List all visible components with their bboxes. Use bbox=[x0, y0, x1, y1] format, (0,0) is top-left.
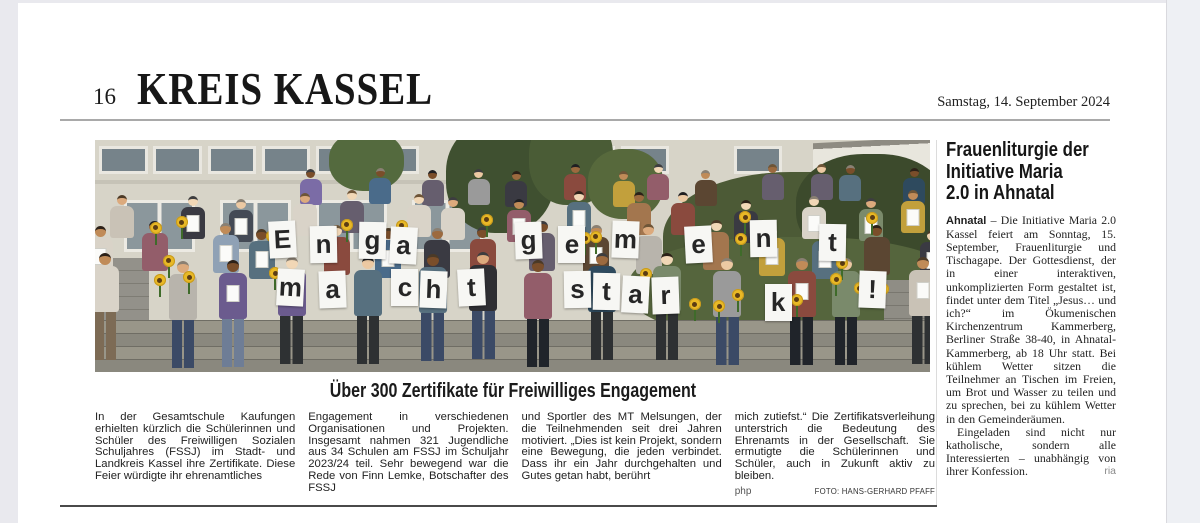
sunflower-center bbox=[157, 278, 162, 283]
person-torso bbox=[909, 270, 930, 316]
scan-frame-top bbox=[0, 0, 1200, 3]
person-head bbox=[711, 220, 722, 231]
person-head bbox=[927, 230, 930, 241]
person-head bbox=[574, 191, 584, 201]
person-head bbox=[236, 199, 246, 209]
person-head bbox=[809, 196, 819, 206]
letter-card: e bbox=[558, 226, 585, 263]
letter-card: a bbox=[389, 226, 418, 264]
column-divider bbox=[936, 140, 937, 506]
main-headline-wrap bbox=[95, 380, 930, 403]
person-figure bbox=[811, 164, 833, 200]
column-text: und Sportler des MT Melsungen, der die Teilnehmenden seit drei Jahren motiviert. „Dies ist kein Projekt, sondern eine Bewegung, die jeden verbindet. Dass ihr ein Jahr durchgehalten und Gutes getan habt, berührt bbox=[521, 411, 722, 482]
column-text: mich zutiefst.“ Die Zertifikatsverleihung unterstrich die Bedeutung des Ehrenamts in der Gesellschaft. Sie ermutigte die Schülerinnen und Schüler, auch in Zukunft aktiv zu bleiben. bbox=[734, 411, 935, 482]
letter-card: t bbox=[819, 223, 847, 260]
person-head bbox=[721, 258, 733, 270]
letter-card: a bbox=[318, 271, 346, 309]
dateline: Ahnatal bbox=[946, 214, 987, 227]
person-torso bbox=[762, 174, 784, 200]
person-figure bbox=[695, 170, 717, 206]
side-article bbox=[946, 140, 1116, 479]
sunflower-icon bbox=[866, 212, 878, 236]
person-legs bbox=[912, 316, 930, 364]
side-paragraph bbox=[946, 426, 1116, 479]
person-head bbox=[428, 170, 437, 179]
person-figure bbox=[901, 190, 925, 233]
person-head bbox=[701, 170, 710, 179]
sunflower-icon bbox=[341, 219, 353, 243]
sunflower-icon bbox=[689, 298, 701, 322]
person-legs bbox=[172, 320, 194, 368]
author-abbrev: php bbox=[734, 485, 752, 497]
person-legs bbox=[527, 319, 549, 367]
sunflower-icon bbox=[791, 294, 803, 318]
person-head bbox=[95, 226, 106, 237]
person-torso bbox=[468, 179, 490, 205]
side-article-body bbox=[946, 214, 1116, 479]
person-head bbox=[768, 164, 777, 173]
person-head bbox=[654, 164, 663, 173]
sunflower-icon bbox=[176, 216, 188, 240]
letter-card: m bbox=[611, 221, 639, 259]
sunflower-center bbox=[187, 275, 192, 280]
person-legs bbox=[591, 312, 613, 360]
foliage bbox=[329, 140, 404, 191]
person-head bbox=[514, 199, 524, 209]
person-head bbox=[376, 168, 385, 177]
letter-card: e bbox=[684, 225, 713, 263]
person-legs bbox=[222, 319, 244, 367]
person-head bbox=[414, 194, 424, 204]
certificate-sheet bbox=[907, 209, 920, 226]
person-head bbox=[643, 224, 654, 235]
sunflower-center bbox=[179, 220, 184, 225]
person-head bbox=[188, 196, 198, 206]
article-column-1 bbox=[95, 412, 295, 498]
person-legs bbox=[421, 313, 443, 361]
person-head bbox=[661, 253, 673, 265]
person-torso bbox=[369, 178, 391, 204]
sunflower-center bbox=[743, 215, 748, 220]
person-figure bbox=[110, 195, 134, 238]
building-window bbox=[99, 146, 147, 174]
person-legs bbox=[835, 317, 857, 365]
person-figure bbox=[354, 257, 382, 364]
person-figure bbox=[909, 257, 930, 364]
person-head bbox=[99, 253, 111, 265]
article-column-3 bbox=[522, 412, 722, 498]
person-legs bbox=[656, 312, 678, 360]
sunflower-icon bbox=[732, 289, 744, 313]
person-head bbox=[448, 197, 458, 207]
sunflower-icon bbox=[183, 271, 195, 295]
person-head bbox=[306, 169, 315, 178]
person-torso bbox=[695, 180, 717, 206]
letter-card: r bbox=[651, 276, 679, 314]
sunflower-center bbox=[717, 304, 722, 309]
person-head bbox=[347, 190, 357, 200]
letter-card: t bbox=[457, 268, 486, 306]
side-paragraph-text: Eingeladen sind nicht nur katholische, sondern alle Interessierten – unabhängig von ihrer Konfession. bbox=[946, 424, 1116, 479]
person-head bbox=[286, 257, 298, 269]
column-text: Engagement in verschiedenen Organisationen und Projekten. Insgesamt nahmen 321 Jugendliche aus 34 Schulen am FSSJ im Schuljahr 2023/24 teil. Sehr bewegend war die Rede von Finn Lemke, Botschafter des FSSJ bbox=[308, 411, 509, 494]
side-article-title: Initiative Maria bbox=[946, 160, 1063, 183]
sunflower-center bbox=[840, 261, 845, 266]
sunflower-icon bbox=[163, 255, 175, 279]
sunflower-center bbox=[834, 277, 839, 282]
section-title: KREIS KASSEL bbox=[137, 63, 433, 114]
person-legs bbox=[357, 316, 379, 364]
sunflower-center bbox=[692, 302, 697, 307]
article-body bbox=[95, 412, 935, 498]
page-number: 16 bbox=[93, 84, 116, 109]
person-head bbox=[619, 171, 628, 180]
column-text: In der Gesamtschule Kaufungen erhielten kürzlich die Schülerinnen und Schüler des Freiwilligen Sozialen Schuljahres (FSSJ) im Stadt- und Landkreis Kassel ihre Zertifikate. Diese Feier würdigte ihr ehrenamtliches bbox=[95, 411, 296, 482]
letter-card: g bbox=[359, 222, 387, 259]
person-torso bbox=[864, 237, 890, 275]
article-column-4 bbox=[735, 412, 935, 498]
person-head bbox=[512, 171, 521, 180]
letter-card: h bbox=[419, 271, 447, 309]
article-column-2 bbox=[308, 412, 508, 498]
edition-date: Samstag, 14. September 2024 bbox=[937, 94, 1110, 110]
person-head bbox=[846, 165, 855, 174]
sunflower-icon bbox=[735, 233, 747, 257]
person-head bbox=[227, 260, 239, 272]
side-article-title: Frauenliturgie der bbox=[946, 139, 1089, 161]
letter-card: k bbox=[765, 284, 792, 321]
letter-card: c bbox=[391, 269, 418, 306]
person-head bbox=[796, 258, 808, 270]
person-torso bbox=[95, 266, 119, 312]
person-torso bbox=[110, 206, 134, 238]
person-head bbox=[532, 260, 544, 272]
main-headline: Über 300 Zertifikate für Freiwilliges Engagement bbox=[329, 380, 696, 402]
building-window bbox=[153, 146, 201, 174]
sunflower-icon bbox=[590, 231, 602, 255]
person-head bbox=[741, 200, 751, 210]
person-head bbox=[432, 228, 443, 239]
person-head bbox=[908, 190, 918, 200]
letter-card: n bbox=[310, 226, 338, 263]
person-figure bbox=[524, 260, 552, 367]
sunflower-icon bbox=[481, 214, 493, 238]
letter-card: s bbox=[564, 271, 592, 308]
person-head bbox=[917, 257, 929, 269]
person-head bbox=[634, 192, 644, 202]
building-window bbox=[208, 146, 256, 174]
person-legs bbox=[790, 317, 812, 365]
person-figure bbox=[468, 169, 490, 205]
person-head bbox=[220, 223, 231, 234]
person-torso bbox=[219, 273, 247, 319]
person-head bbox=[117, 195, 127, 205]
side-article-title: 2.0 in Ahnatal bbox=[946, 182, 1055, 204]
person-head bbox=[817, 164, 826, 173]
sunflower-icon bbox=[830, 273, 842, 297]
group-photo bbox=[95, 140, 930, 372]
person-torso bbox=[524, 273, 552, 319]
person-head bbox=[474, 169, 483, 178]
person-legs bbox=[280, 316, 302, 364]
author-abbrev: ria bbox=[1104, 465, 1116, 478]
person-head bbox=[678, 192, 688, 202]
person-head bbox=[300, 193, 310, 203]
scan-frame-left bbox=[0, 0, 18, 523]
person-legs bbox=[95, 312, 116, 360]
person-head bbox=[477, 252, 489, 264]
certificate-sheet bbox=[226, 285, 239, 302]
scan-frame-right bbox=[1166, 0, 1200, 523]
person-figure bbox=[762, 164, 784, 200]
header-rule bbox=[60, 119, 1110, 121]
person-figure bbox=[839, 165, 861, 201]
certificate-sheet bbox=[917, 282, 930, 299]
credit-row bbox=[735, 486, 935, 498]
sunflower-icon bbox=[713, 300, 725, 324]
person-torso bbox=[901, 201, 925, 233]
letter-card: E bbox=[268, 221, 297, 259]
letter-card: n bbox=[749, 220, 777, 257]
letter-card: g bbox=[514, 222, 542, 260]
side-paragraph-text: – Die Initiative Maria 2.0 Kassel feiert am Sonntag, 15. September, Frauenliturgie und Tischagape. Der Gottesdienst, der in einer interaktiven, unkomplizierten Form gestaltet ist, findet unter dem Titel „Jesus… und ich?“ im Ökumenischen Kirchenzentrum Kammerberg, Berliner Straße 38-40, in Ahnatal-Kammerberg, ab 18 Uhr statt. Bei kühlem Wetter sitzen die Teilnehmer an Tischen im Freien, um Brot und Wasser zu teilen und zu sprechen, bei zu kühlem Wetter in den Gemeinderäumen. bbox=[946, 212, 1116, 426]
letter-card: ! bbox=[858, 271, 886, 309]
letter-card: m bbox=[276, 268, 305, 306]
sunflower-icon bbox=[150, 222, 162, 246]
person-torso bbox=[354, 270, 382, 316]
person-head bbox=[427, 254, 439, 266]
person-figure bbox=[369, 168, 391, 204]
person-head bbox=[571, 164, 580, 173]
person-head bbox=[910, 168, 919, 177]
letter-card: a bbox=[621, 275, 650, 313]
letter-card: t bbox=[593, 273, 621, 310]
photo-credit: FOTO: HANS-GERHARD PFAFF bbox=[814, 486, 935, 496]
certificate-sheet bbox=[186, 215, 199, 232]
side-paragraph bbox=[946, 214, 1116, 426]
person-figure bbox=[95, 253, 119, 360]
person-figure bbox=[219, 260, 247, 367]
bottom-rule bbox=[60, 505, 937, 507]
person-head bbox=[866, 198, 876, 208]
person-legs bbox=[472, 311, 494, 359]
